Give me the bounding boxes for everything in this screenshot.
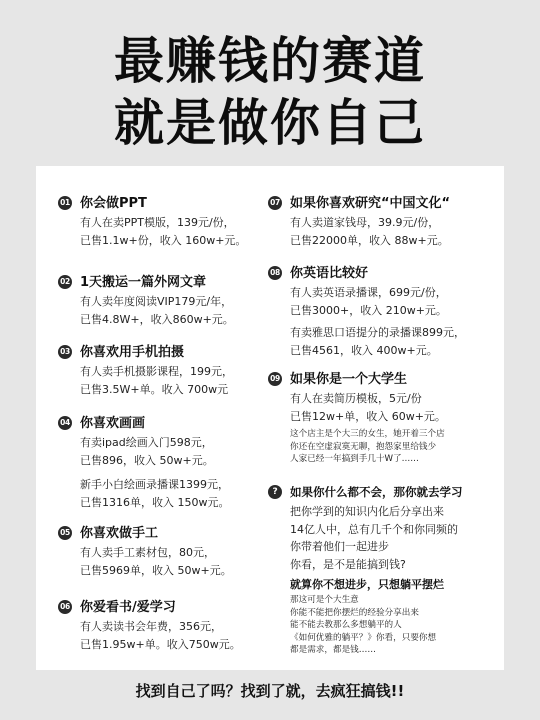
title-line-1: 最赚钱的赛道 <box>114 32 426 90</box>
number-badge: 04 <box>58 416 72 430</box>
tip-text: 有人卖手工素材包，80元， <box>80 546 215 559</box>
tip-heading: 你喜欢画画 <box>80 416 146 431</box>
number-badge: 02 <box>58 275 72 289</box>
number-badge: 08 <box>268 266 282 280</box>
tip-note: 那这可是个大生意 <box>290 595 359 605</box>
number-badge: 07 <box>268 196 282 210</box>
tip-text: 有人卖年度阅读VIP179元/年， <box>80 295 233 308</box>
tip-heading: 你爱看书/爱学习 <box>80 600 176 615</box>
tip-text: 有人卖读书会年费，356元， <box>80 620 222 633</box>
tip-subheading: 就算你不想进步，只想躺平摆烂 <box>290 578 444 591</box>
tip-text: 已售4.8W+，收入860w+元。 <box>80 312 234 326</box>
tip-heading: 你喜欢用手机拍摄 <box>80 345 185 360</box>
tip-text: 你看，是不是能搞到钱? <box>290 557 406 571</box>
tip-text: 已售3000+，收入 210w+元。 <box>290 303 447 317</box>
tip-text: 已售1.1w+份，收入 160w+元。 <box>80 233 247 247</box>
tip-text: 已售896，收入 50w+元。 <box>80 453 214 467</box>
tip-text: 把你学到的知识内化后分享出来 <box>290 505 444 518</box>
tip-heading: 你会做PPT <box>80 196 147 211</box>
tip-note: 能不能去教那么多想躺平的人 <box>290 620 402 630</box>
tip-text: 新手小白绘画录播课1399元， <box>80 478 229 491</box>
tip-note: 《如何优雅的躺平？》你看，只要你想 <box>290 632 437 643</box>
page-title <box>0 30 540 154</box>
tip-note: 你能不能把你摆烂的经验分享出来 <box>290 607 419 618</box>
tip-heading: 1天搬运一篇外网文章 <box>80 275 207 290</box>
number-badge: 09 <box>268 372 282 386</box>
number-badge: 03 <box>58 345 72 359</box>
number-badge: 06 <box>58 600 72 614</box>
tip-note: 这个店主是个大三的女生，她开着三个店 <box>290 429 445 439</box>
title-line-2: 就是做你自己 <box>114 94 426 152</box>
footer-slogan: 找到自己了吗？找到了就，去疯狂搞钱!! <box>135 682 405 700</box>
question-icon: ? <box>268 485 282 499</box>
tip-text: 已售22000单，收入 88w+元。 <box>290 233 449 247</box>
tip-heading: 如果你喜欢研究“中国文化“ <box>290 196 451 211</box>
content-card <box>36 166 504 670</box>
tip-text: 14亿人中，总有几千个和你同频的 <box>290 522 458 536</box>
tip-text: 有人卖英语录播课，699元/份， <box>290 286 447 299</box>
tip-note: 人家已经一年搞到手几十W了…… <box>290 454 419 464</box>
tip-text: 有人卖道家钱母，39.9元/份， <box>290 216 440 229</box>
tip-heading: 你英语比较好 <box>290 266 369 281</box>
tip-heading: 如果你什么都不会，那你就去学习 <box>290 485 463 499</box>
tip-text: 有卖雅思口语提分的录播课899元， <box>290 326 465 339</box>
tip-text: 已售3.5W+单。收入 700w元 <box>80 382 229 396</box>
tip-text: 已售1.95w+单。收入750w元。 <box>80 637 241 651</box>
number-badge: 05 <box>58 526 72 540</box>
tip-text: 已售12w+单，收入 60w+元。 <box>290 409 446 423</box>
tip-text: 已售5969单，收入 50w+元。 <box>80 563 232 577</box>
tip-heading: 如果你是一个大学生 <box>290 372 408 387</box>
tip-note: 都是需求，都是钱…… <box>290 645 376 655</box>
tip-text: 你带着他们一起进步 <box>290 540 389 553</box>
tip-note: 你还在空虚寂寞无聊，抱怨家里给钱少 <box>290 441 437 452</box>
tip-text: 已售1316单，收入 150w元。 <box>80 495 230 509</box>
tip-text: 有人在卖PPT模版，139元/份， <box>80 216 235 229</box>
tip-text: 已售4561，收入 400w+元。 <box>290 343 438 357</box>
tip-text: 有人卖手机摄影课程，199元， <box>80 365 233 378</box>
tip-text: 有卖ipad绘画入门598元， <box>80 436 213 449</box>
tip-text: 有人在卖简历模板，5元/份 <box>290 392 422 405</box>
number-badge: 01 <box>58 196 72 210</box>
tip-heading: 你喜欢做手工 <box>80 526 159 541</box>
